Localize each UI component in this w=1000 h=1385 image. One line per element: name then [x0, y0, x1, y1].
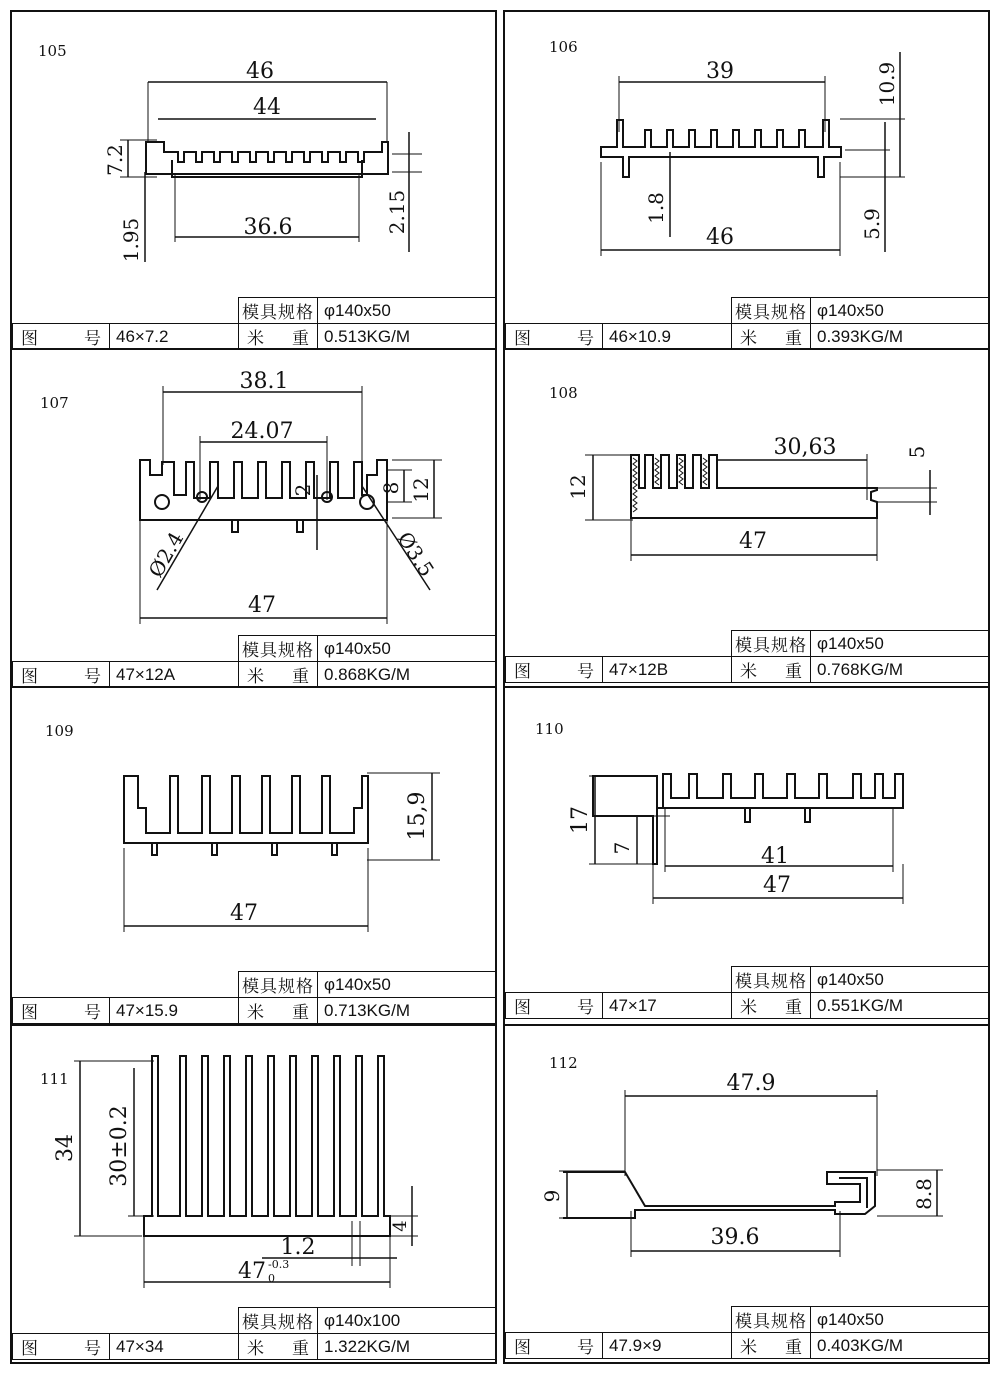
dimension-label: 30,63	[773, 435, 837, 460]
mold-spec-label: 模具规格	[238, 971, 318, 998]
profile-drawing	[12, 688, 499, 988]
item-number: 109	[45, 722, 74, 740]
dimension-label: 5	[905, 445, 929, 459]
drawing-no-value: 47×34	[109, 1333, 239, 1360]
item-number: 108	[549, 384, 578, 402]
profile-card-106	[503, 10, 990, 350]
dimension-label: 17	[568, 806, 593, 834]
weight-value: 0.868KG/M	[317, 661, 497, 688]
item-number: 112	[549, 1054, 578, 1072]
weight-label: 米 重	[238, 1333, 318, 1360]
dimension-label: 7	[610, 841, 634, 855]
profile-drawing	[505, 1026, 992, 1326]
mold-spec-value: φ140x100	[317, 1307, 497, 1334]
drawing-no-value: 46×10.9	[602, 323, 732, 350]
drawing-no-label: 图 号	[12, 1333, 110, 1360]
mold-spec-label: 模具规格	[238, 635, 318, 662]
dimension-label: 46	[246, 59, 274, 84]
drawing-no-label: 图 号	[505, 992, 603, 1019]
dimension-label: 8	[379, 481, 403, 495]
mold-spec-label: 模具规格	[731, 1306, 811, 1333]
mold-spec-value: φ140x50	[317, 297, 497, 324]
profile-card-105	[10, 10, 497, 350]
mold-spec-value: φ140x50	[317, 635, 497, 662]
drawing-no-value: 47×12A	[109, 661, 239, 688]
weight-value: 0.393KG/M	[810, 323, 990, 350]
drawing-no-label: 图 号	[505, 323, 603, 350]
drawing-no-label: 图 号	[12, 997, 110, 1024]
dimension-label: 47.9	[726, 1071, 776, 1096]
dimension-label: 12	[409, 477, 433, 503]
dimension-label: Ø2.4	[143, 527, 189, 582]
profile-card-112	[503, 1024, 990, 1364]
profile-drawing	[505, 688, 992, 988]
dimension-label: 2	[291, 483, 315, 497]
dimension-label: 1.8	[644, 192, 668, 224]
dimension-label: 8.8	[912, 1178, 936, 1210]
profile-drawing	[505, 350, 992, 650]
drawing-no-value: 47.9×9	[602, 1332, 732, 1359]
weight-label: 米 重	[238, 997, 318, 1024]
dimension-label: 1.2	[280, 1235, 316, 1260]
weight-label: 米 重	[731, 323, 811, 350]
profile-drawing	[505, 12, 992, 312]
item-number: 110	[535, 720, 564, 738]
weight-value: 0.513KG/M	[317, 323, 497, 350]
dimension-label: 30±0.2	[107, 1105, 132, 1187]
profile-card-108	[503, 348, 990, 688]
dimension-label: 47	[230, 901, 258, 926]
profile-card-111	[10, 1024, 497, 1364]
mold-spec-value: φ140x50	[810, 1306, 990, 1333]
drawing-no-label: 图 号	[505, 1332, 603, 1359]
dimension-label: 44	[253, 95, 281, 120]
weight-label: 米 重	[731, 1332, 811, 1359]
dimension-label: 2.15	[385, 189, 409, 235]
dimension-label: 47	[248, 593, 276, 618]
item-number: 105	[38, 42, 67, 60]
dimension-label: 41	[761, 844, 789, 869]
drawing-no-label: 图 号	[12, 661, 110, 688]
drawing-no-value: 46×7.2	[109, 323, 239, 350]
weight-label: 米 重	[238, 323, 318, 350]
dimension-label: 15,9	[405, 791, 430, 841]
profile-card-107	[10, 348, 497, 688]
dimension-label: 34	[53, 1134, 78, 1162]
profile-card-110	[503, 686, 990, 1026]
dimension-label: 12	[566, 474, 590, 500]
mold-spec-label: 模具规格	[731, 297, 811, 324]
weight-value: 1.322KG/M	[317, 1333, 497, 1360]
mold-spec-label: 模具规格	[238, 297, 318, 324]
profile-card-109	[10, 686, 497, 1026]
dimension-tolerance-lower: 0	[268, 1272, 275, 1285]
mold-spec-label: 模具规格	[731, 966, 811, 993]
dimension-label: 1.95	[119, 217, 143, 263]
item-number: 107	[40, 394, 69, 412]
weight-value: 0.403KG/M	[810, 1332, 990, 1359]
dimension-tolerance-upper: -0.3	[268, 1258, 290, 1271]
mold-spec-value: φ140x50	[810, 630, 990, 657]
item-number: 111	[40, 1070, 69, 1088]
dimension-label: Ø3.5	[392, 527, 440, 581]
dimension-label: 24.07	[230, 419, 294, 444]
weight-value: 0.713KG/M	[317, 997, 497, 1024]
weight-label: 米 重	[731, 656, 811, 683]
mold-spec-value: φ140x50	[317, 971, 497, 998]
drawing-no-value: 47×17	[602, 992, 732, 1019]
dimension-label: 5.9	[860, 208, 884, 240]
dimension-label: 39.6	[710, 1225, 760, 1250]
mold-spec-value: φ140x50	[810, 297, 990, 324]
item-number: 106	[549, 38, 578, 56]
dimension-label: 4	[390, 1220, 411, 1232]
dimension-label: 7.2	[103, 144, 127, 176]
profile-drawing	[12, 1026, 499, 1326]
profile-drawing	[12, 12, 499, 312]
drawing-no-label: 图 号	[505, 656, 603, 683]
profile-drawing	[12, 350, 499, 650]
mold-spec-label: 模具规格	[238, 1307, 318, 1334]
dimension-label: 39	[706, 59, 734, 84]
drawing-no-value: 47×12B	[602, 656, 732, 683]
dimension-label: 36.6	[243, 215, 293, 240]
dimension-label: 47	[739, 529, 767, 554]
dimension-label: 47	[763, 873, 791, 898]
weight-value: 0.551KG/M	[810, 992, 990, 1019]
mold-spec-value: φ140x50	[810, 966, 990, 993]
dimension-label: 47	[238, 1259, 266, 1284]
dimension-label: 38.1	[239, 369, 289, 394]
dimension-label: 46	[706, 225, 734, 250]
drawing-no-label: 图 号	[12, 323, 110, 350]
weight-label: 米 重	[238, 661, 318, 688]
weight-label: 米 重	[731, 992, 811, 1019]
weight-value: 0.768KG/M	[810, 656, 990, 683]
mold-spec-label: 模具规格	[731, 630, 811, 657]
dimension-label: 10.9	[875, 61, 899, 107]
drawing-no-value: 47×15.9	[109, 997, 239, 1024]
dimension-label: 9	[540, 1189, 564, 1203]
